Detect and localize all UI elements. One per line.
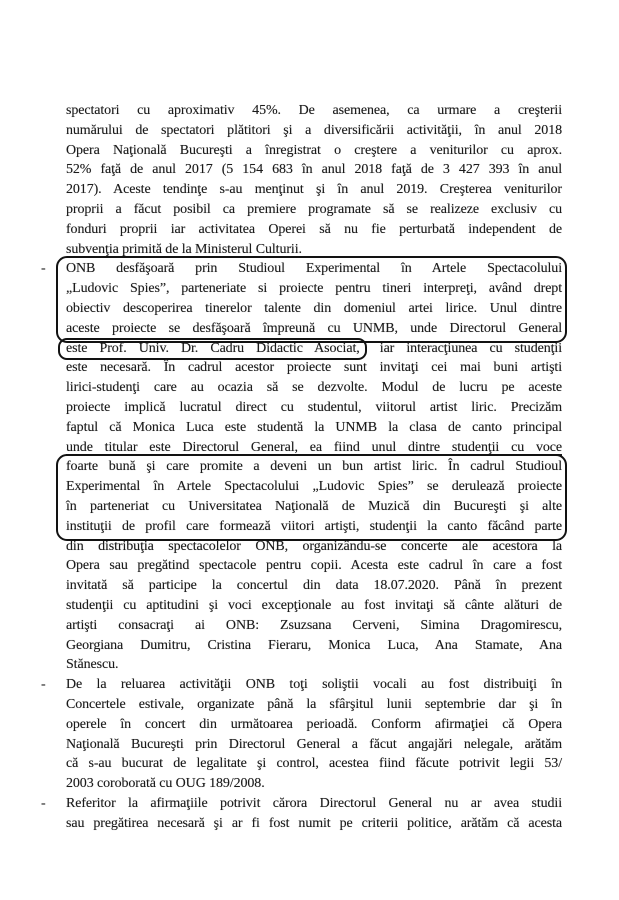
text-line-25 xyxy=(66,576,562,596)
text-line-1 xyxy=(66,101,562,121)
text-segment: foarte bună şi care promite a deveni un bun artist liric. În cadrul Studioul xyxy=(66,459,562,475)
text-segment: Georgiana Dumitru, Cristina Fieraru, Monica Luca, Ana Stamate, Ana xyxy=(66,637,562,653)
text-segment: subvenţia primită de la Ministerul Culturii. xyxy=(66,241,302,257)
text-segment: este necesară. În cadrul acestor proiecte sunt invitaţi cei mai buni artişti xyxy=(66,360,562,376)
text-line-33 xyxy=(66,735,562,755)
text-segment: sau pregătirea necesară şi ar fi fost numit pe criterii politice, arătăm că acesta xyxy=(66,815,562,831)
text-segment: fonduri proprii iar activitatea Operei să nu fie perturbată independent de xyxy=(66,221,562,237)
text-line-14 xyxy=(66,358,562,378)
text-line-18 xyxy=(66,438,562,458)
text-segment: De la reluarea activităţii ONB toţi soliştii vocali au fost distribuiţi în xyxy=(66,677,562,693)
text-segment: Opera Naţională Bucureşti a înregistrat o creştere a veniturilor cu aprox. xyxy=(66,142,562,158)
text-segment: Naţională Bucureşti prin Directorul General a făcut angajări nelegale, arătăm xyxy=(66,736,562,752)
text-line-28 xyxy=(66,636,562,656)
text-line-30 xyxy=(41,675,562,695)
text-segment: în parteneriat cu Universitatea Naţională de Muzică din Bucureşti şi alte xyxy=(66,498,562,514)
text-segment: Experimental în Artele Spectacolului „Ludovic Spies” se derulează proiecte xyxy=(66,479,562,495)
text-line-2 xyxy=(66,121,562,141)
bullet-dash-icon: - xyxy=(41,795,46,811)
text-line-27 xyxy=(66,616,562,636)
text-segment: faptul că Monica Luca este studentă la UNMB la clasa de canto principal xyxy=(66,419,562,435)
text-segment: operele în concert din următoarea perioadă. Conform afirmaţiei că Opera xyxy=(66,716,562,732)
text-line-24 xyxy=(66,556,562,576)
text-segment: iar interacţiunea cu studenţii xyxy=(367,340,562,356)
text-segment: studenţii cu aptitudini şi voci excepţionale au fost invitaţi să cânte alături de xyxy=(66,597,562,613)
text-line-21 xyxy=(66,497,562,517)
text-line-12 xyxy=(66,319,562,339)
text-line-37 xyxy=(66,814,562,834)
text-segment: că s-au bucurat de legalitate şi control, acestea fiind făcute potrivit legii 53/ xyxy=(66,756,562,772)
text-segment: instituţii de profil care formează viitori artişti, studenţii la canto făcând parte xyxy=(66,518,562,534)
text-segment: obiectiv descoperirea tinerelor talente din domeniul artei lirice. Unul dintre xyxy=(66,300,562,316)
text-segment: numărului de spectatori plătitori şi a diversificării activităţii, în anul 2018 xyxy=(66,122,562,138)
text-line-32 xyxy=(66,715,562,735)
text-segment: 2003 coroborată cu OUG 189/2008. xyxy=(66,776,265,792)
text-segment: din distribuţia spectacolelor ONB, organizându-se concerte ale acestora la xyxy=(66,538,562,554)
text-segment: invitată să participe la concertul din data 18.07.2020. Până în prezent xyxy=(66,578,562,594)
text-segment: „Ludovic Spies”, parteneriate si proiecte pentru tineri interpreţi, având drept xyxy=(66,281,562,297)
text-line-36 xyxy=(41,794,562,814)
text-line-10 xyxy=(66,279,562,299)
text-line-11 xyxy=(66,299,562,319)
text-segment: Opera sau pregătind spectacole pentru copii. Acesta este cadrul în care a fost xyxy=(66,558,562,574)
text-segment: Concertele estivale, organizate până la sfârşitul lunii septembrie dar şi în xyxy=(66,696,562,712)
text-line-13 xyxy=(66,339,562,359)
text-line-17 xyxy=(66,418,562,438)
text-line-15 xyxy=(66,378,562,398)
text-segment: 2017). Aceste tendinţe s-au menţinut şi în anul 2019. Creşterea veniturilor xyxy=(66,182,562,198)
text-segment: Stănescu. xyxy=(66,657,119,673)
text-segment: proiecte implică lucratul direct cu studentul, viitorul artist liric. Precizăm xyxy=(66,399,562,415)
text-segment: spectatori cu aproximativ 45%. De asemenea, ca urmare a creşterii xyxy=(66,103,562,118)
bullet-dash-icon: - xyxy=(41,677,46,693)
bullet-dash-icon: - xyxy=(41,261,46,277)
text-segment: artişti consacraţi ai ONB: Zsuzsana Cerveni, Simina Dragomirescu, xyxy=(66,617,562,633)
text-segment: lirici-studenţi care au ocazia să se dezvolte. Modul de lucru pe aceste xyxy=(66,380,562,396)
text-segment: unde titular este Directorul General, ea fiind unul dintre studenţii cu voce xyxy=(66,439,562,455)
text-line-22 xyxy=(66,517,562,537)
text-line-31 xyxy=(66,695,562,715)
text-line-4 xyxy=(66,160,562,180)
text-line-23 xyxy=(66,537,562,557)
text-line-26 xyxy=(66,596,562,616)
text-segment: proprii a făcut posibil ca premiere programate să se realizeze exclusiv cu xyxy=(66,201,562,217)
text-line-16 xyxy=(66,398,562,418)
text-segment: Referitor la afirmaţiile potrivit cărora Directorul General nu ar avea studii xyxy=(66,795,562,811)
text-segment: aceste proiecte se desfăşoară împreună cu UNMB, unde Directorul General xyxy=(66,320,562,336)
text-line-29 xyxy=(66,655,562,675)
text-line-20 xyxy=(66,477,562,497)
text-line-6 xyxy=(66,200,562,220)
text-line-34 xyxy=(66,754,562,774)
document-text-column xyxy=(41,101,562,833)
text-segment: 52% faţă de anul 2017 (5 154 683 în anul 2018 faţă de 3 427 393 în anul xyxy=(66,162,562,178)
text-line-5 xyxy=(66,180,562,200)
text-line-7 xyxy=(66,220,562,240)
text-line-8 xyxy=(66,240,562,260)
text-line-35 xyxy=(66,774,562,794)
text-segment: ONB desfăşoară prin Studioul Experimental în Artele Spectacolului xyxy=(66,261,562,277)
text-line-9 xyxy=(41,259,562,279)
text-line-3 xyxy=(66,141,562,161)
text-line-19 xyxy=(66,457,562,477)
pen-box-annotation-inline: este Prof. Univ. Dr. Cadru Didactic Asociat, xyxy=(58,338,367,360)
